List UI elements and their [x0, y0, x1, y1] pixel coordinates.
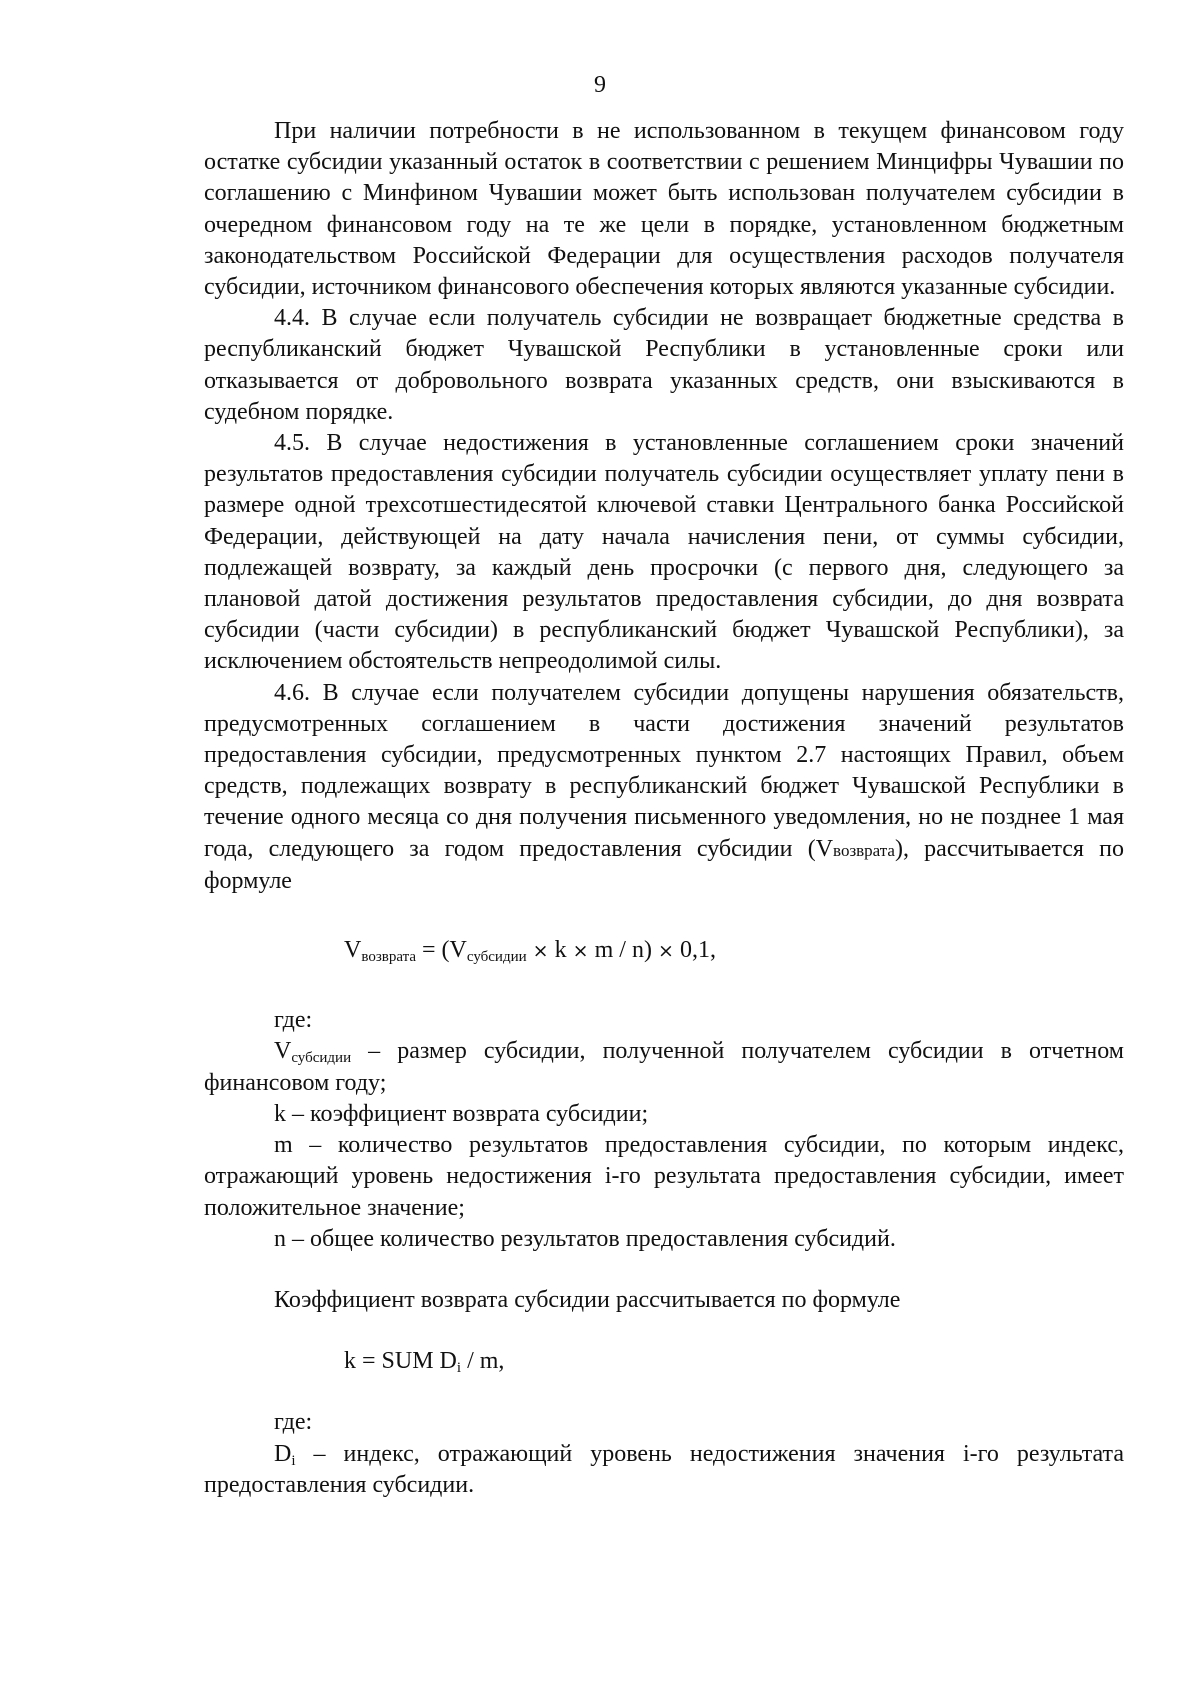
spacer	[204, 897, 1124, 935]
formula-subsidy-subscript: субсидии	[466, 949, 527, 966]
spacer	[204, 1255, 1124, 1285]
definition-v-text: – размер субсидии, полученной получателем субсидии в отчетном финансовом году;	[204, 1038, 1124, 1096]
formula-v-symbol: V	[344, 937, 362, 964]
formula-m-over-n: m / n)	[594, 937, 652, 964]
definition-v-symbol: V	[274, 1038, 292, 1065]
definition-k: k – коэффициент возврата субсидии;	[274, 1100, 649, 1127]
definition-n: n – общее количество результатов предоставления субсидий.	[274, 1225, 896, 1252]
definition-d	[204, 1439, 1124, 1501]
where-label-2: где:	[274, 1409, 313, 1436]
formula-k-subscript: i	[456, 1360, 462, 1377]
spacer	[204, 967, 1124, 1005]
formula-v-subscript: возврата	[361, 949, 416, 966]
where-label-1: где:	[274, 1007, 313, 1034]
paragraph-4-5: 4.5. В случае недостижения в установленные соглашением сроки значений результатов предоставления субсидии получатель субсидии осуществляет уплату пени в размере одной трехсотшестидесятой ключевой ставки Центрального банка Российской Федерации, действующей на дату начала начисления пени, от суммы субсидии, подлежащей возврату, за каждый день просрочки (с первого дня, следующего за плановой датой достижения результатов предоставления субсидии, до дня возврата субсидии (части субсидии) в республиканский бюджет Чувашской Республики), за исключением обстоятельств непреодолимой силы.	[204, 430, 1124, 675]
formula-k-lhs: k = SUM D	[344, 1348, 457, 1375]
definition-d-text: – индекс, отражающий уровень недостижения значения i-го результата предоставления субсидии.	[204, 1440, 1124, 1498]
page-number: 9	[594, 72, 606, 98]
formula-times-1: ×	[526, 940, 555, 963]
formula-v-return	[204, 935, 1124, 967]
formula-times-2: ×	[566, 940, 595, 963]
definition-v-subsidy	[204, 1036, 1124, 1098]
spacer	[204, 1316, 1124, 1346]
paragraph-unused-balance: При наличии потребности в не использованном в текущем финансовом году остатке субсидии указанный остаток в соответствии с решением Минцифры Чувашии по соглашению с Минфином Чувашии может быть использован получателем субсидии в очередном финансовом году на те же цели в порядке, установленном бюджетным законодательством Российской Федерации для осуществления расходов получателя субсидии, источником финансового обеспечения которых являются указанные субсидии.	[204, 118, 1124, 301]
formula-k-sum	[204, 1346, 1124, 1377]
formula-times-3: ×	[651, 940, 680, 963]
definition-d-symbol: D	[274, 1440, 292, 1467]
paragraph-4-6	[204, 678, 1124, 897]
formula-k: k	[554, 937, 567, 964]
paragraph-4-6-subscript: возврата	[833, 840, 895, 860]
formula-eq-open: = (V	[416, 937, 467, 964]
paragraph-4-6-main: 4.6. В случае если получателем субсидии допущены нарушения обязательств, предусмотренных соглашением в части достижения значений результатов предоставления субсидии, предусмотренных пунктом 2.7 настоящих Правил, объем средств, подлежащих возврату в республиканский бюджет Чувашской Республики в течение одного месяца со дня получения письменного уведомления, но не позднее 1 мая года, следующего за годом предоставления субсидии (V	[204, 679, 1124, 862]
paragraph-4-4: 4.4. В случае если получатель субсидии не возвращает бюджетные средства в республиканский бюджет Чувашской Республики в установленные сроки или отказывается от добровольного возврата указанных средств, они взыскиваются в судебном порядке.	[204, 305, 1124, 425]
paragraph-4-6-tail: ), рассчитывается по формуле	[204, 835, 1124, 894]
definition-m: m – количество результатов предоставления субсидии, по которым индекс, отражающий уровень недостижения i-го результата предоставления субсидии, имеет положительное значение;	[204, 1132, 1124, 1221]
spacer	[204, 1377, 1124, 1407]
coefficient-intro: Коэффициент возврата субсидии рассчитывается по формуле	[274, 1286, 901, 1313]
definition-d-subscript: i	[291, 1452, 296, 1469]
document-body	[204, 116, 1124, 1501]
definition-v-subscript: субсидии	[291, 1050, 352, 1067]
formula-k-rhs: / m,	[461, 1348, 505, 1375]
formula-coefficient: 0,1,	[679, 937, 716, 964]
